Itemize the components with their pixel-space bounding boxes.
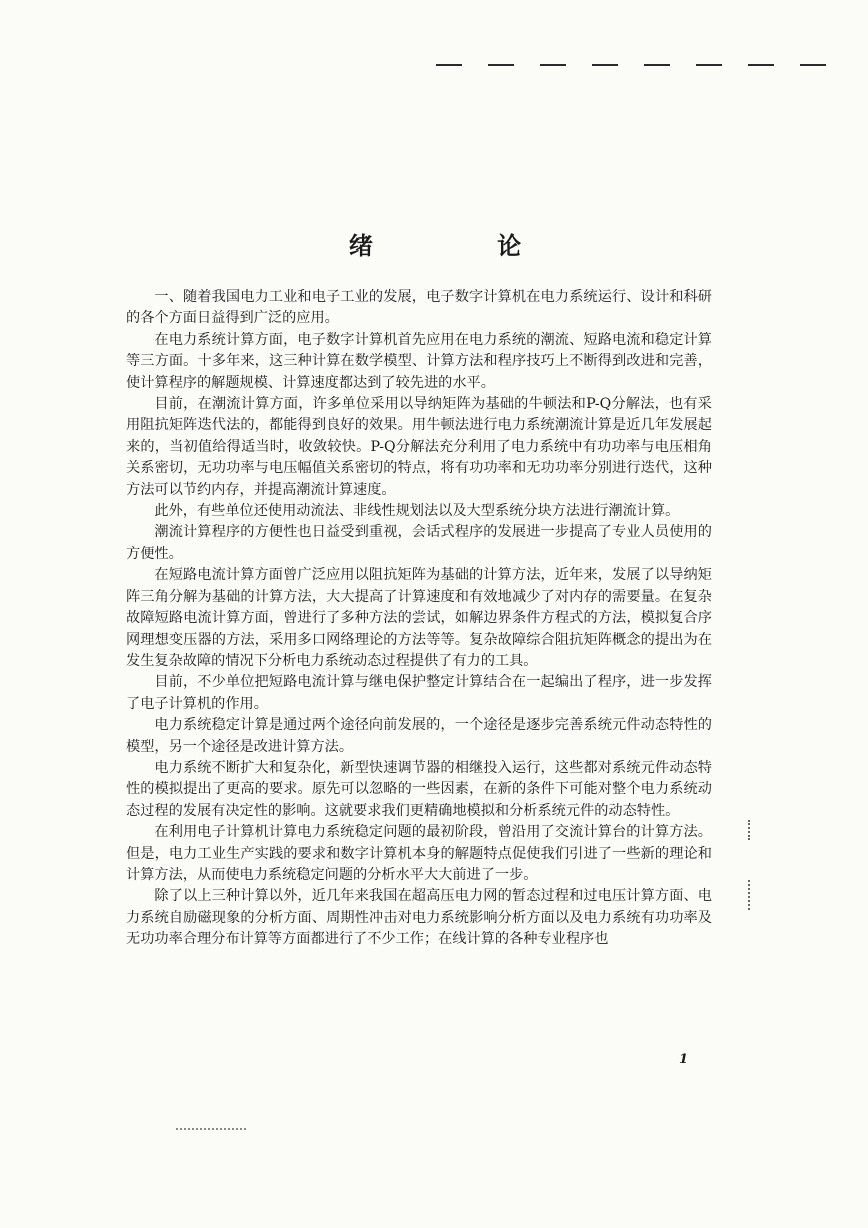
paragraph: 目前，不少单位把短路电流计算与继电保护整定计算结合在一起编出了程序，进一步发挥了电子计算机的作用。	[126, 674, 712, 712]
scan-speckle	[748, 880, 752, 910]
page-number: 1	[679, 1052, 689, 1067]
body-text	[126, 287, 712, 951]
paragraph: 此外，有些单位还使用动流法、非线性规划法以及大型系统分块方法进行潮流计算。	[154, 503, 680, 520]
scan-speckle	[176, 1128, 246, 1133]
page-title: 绪 论	[348, 231, 580, 260]
paragraph: 在利用电子计算机计算电力系统稳定问题的最初阶段，曾沿用了交流计算台的计算方法。但是，电力工业生产实践的要求和数字计算机本身的解题特点促使我们引进了一些新的理论和计算方法，从而使电力系统稳定问题的分析水平大大前进了一步。	[126, 824, 712, 883]
paragraph: 电力系统稳定计算是通过两个途径向前发展的，一个途径是逐步完善系统元件动态特性的模型，另一个途径是改进计算方法。	[126, 717, 712, 755]
paragraph: 在短路电流计算方面曾广泛应用以阻抗矩阵为基础的计算方法，近年来，发展了以导纳矩阵三角分解为基础的计算方法，大大提高了计算速度和有效地减少了对内存的需要量。在复杂故障短路电流计算方面，曾进行了多种方法的尝试，如解边界条件方程式的方法，模拟复合序网理想变压器的方法，采用多口网络理论的方法等等。复杂故障综合阻抗矩阵概念的提出为在发生复杂故障的情况下分析电力系统动态过程提供了有力的工具。	[126, 567, 712, 669]
paragraph: 除了以上三种计算以外，近几年来我国在超高压电力网的暂态过程和过电压计算方面、电力系统自励磁现象的分析方面、周期性冲击对电力系统影响分析方面以及电力系统有功功率及无功功率合理分布计算等方面都进行了不少工作；在线计算的各种专业程序也	[126, 888, 712, 948]
scan-speckle	[748, 820, 752, 840]
paragraph: 潮流计算程序的方便性也日益受到重视，会话式程序的发展进一步提高了专业人员使用的方便性。	[126, 524, 712, 562]
paragraph: 目前，在潮流计算方面，许多单位采用以导纳矩阵为基础的牛顿法和P-Q分解法，也有采用阻抗矩阵迭代法的，都能得到良好的效果。用牛顿法进行电力系统潮流计算是近几年发展起来的，当初值给得适当时，收敛较快。P-Q分解法充分利用了电力系统中有功功率与电压相角关系密切，无功功率与电压幅值关系密切的特点，将有功功率和无功功率分别进行迭代，这种方法可以节约内存，并提高潮流计算速度。	[126, 396, 712, 498]
paragraph: 一、随着我国电力工业和电子工业的发展，电子数字计算机在电力系统运行、设计和科研的各个方面日益得到广泛的应用。	[126, 289, 712, 327]
paragraph: 在电力系统计算方面，电子数字计算机首先应用在电力系统的潮流、短路电流和稳定计算等三方面。十多年来，这三种计算在数学模型、计算方法和程序技巧上不断得到改进和完善，使计算程序的解题规模、计算速度都达到了较先进的水平。	[126, 331, 712, 391]
header-rule	[436, 64, 846, 68]
paragraph: 电力系统不断扩大和复杂化，新型快速调节器的相继投入运行，这些都对系统元件动态特性的模拟提出了更高的要求。原先可以忽略的一些因素，在新的条件下可能对整个电力系统动态过程的发展有决定性的影响。这就要求我们更精确地模拟和分析系统元件的动态特性。	[126, 759, 712, 819]
